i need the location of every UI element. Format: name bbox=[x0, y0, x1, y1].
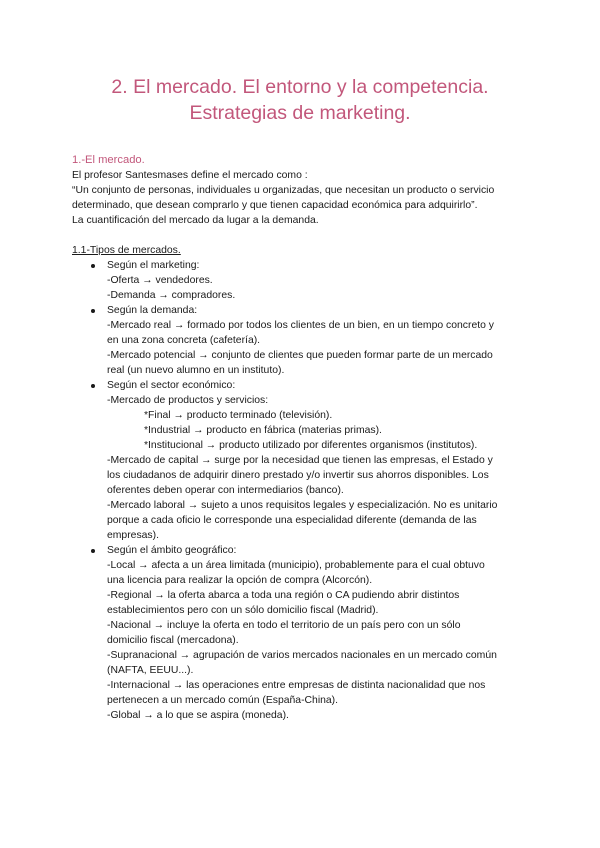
list-line: (NAFTA, EEUU...). bbox=[107, 665, 194, 676]
paragraph-line: determinado, que desean comprarlo y que tienen capacidad económica para adquirirlo”. bbox=[72, 200, 478, 211]
paragraph-line: La cuantificación del mercado da lugar a la demanda. bbox=[72, 215, 319, 226]
list-line: -Nacional → incluye la oferta en todo el territorio de un país pero con un sólo bbox=[107, 620, 461, 631]
list-line: -Demanda → compradores. bbox=[107, 290, 236, 301]
list-line: real (un nuevo alumno en un instituto). bbox=[107, 365, 285, 376]
list-line: los ciudadanos de adquirir dinero prestado y/o invertir sus ahorros disponibles. Los bbox=[107, 470, 489, 481]
list-line: pertenecen a un mercado común (España-China). bbox=[107, 695, 339, 706]
list-line: establecimientos pero con un sólo domicilio fiscal (Madrid). bbox=[107, 605, 379, 616]
list-line: -Mercado de capital → surge por la necesidad que tienen las empresas, el Estado y bbox=[107, 455, 493, 466]
sub-list-line: *Final → producto terminado (televisión). bbox=[144, 410, 333, 421]
sub-list-line: *Industrial → producto en fábrica (materias primas). bbox=[144, 425, 382, 436]
list-line: en una zona concreta (cafetería). bbox=[107, 335, 261, 346]
title-line: Estrategias de marketing. bbox=[189, 102, 411, 124]
list-line: -Mercado laboral → sujeto a unos requisitos legales y especialización. No es unitario bbox=[107, 500, 498, 511]
list-line: empresas). bbox=[107, 530, 159, 541]
list-line: -Internacional → las operaciones entre empresas de distinta nacionalidad que nos bbox=[107, 680, 486, 691]
bullet-item: Según el sector económico: bbox=[72, 378, 542, 393]
page-title bbox=[40, 74, 560, 126]
list-line: -Mercado potencial → conjunto de clientes que pueden formar parte de un mercado bbox=[107, 350, 493, 361]
bullet-item: Según la demanda: bbox=[72, 303, 542, 318]
list-line: porque a cada oficio le corresponde una especialidad diferente (demanda de las bbox=[107, 515, 477, 526]
title-line: 2. El mercado. El entorno y la competencia. bbox=[111, 76, 489, 98]
sub-list-line: *Institucional → producto utilizado por diferentes organismos (institutos). bbox=[144, 440, 478, 451]
document-body bbox=[72, 153, 542, 723]
bullet-item: Según el ámbito geográfico: bbox=[72, 543, 542, 558]
list-line: -Mercado de productos y servicios: bbox=[107, 395, 269, 406]
list-line: -Supranacional → agrupación de varios mercados nacionales en un mercado común bbox=[107, 650, 497, 661]
subsection-heading-tipos: 1.1-Tipos de mercados. bbox=[72, 245, 181, 256]
list-line: -Regional → la oferta abarca a toda una región o CA pudiendo abrir distintos bbox=[107, 590, 460, 601]
paragraph-line: El profesor Santesmases define el mercado como : bbox=[72, 170, 308, 181]
bullet-list bbox=[72, 258, 542, 723]
section-heading-mercado: 1.-El mercado. bbox=[72, 154, 145, 166]
list-line: domicilio fiscal (mercadona). bbox=[107, 635, 239, 646]
list-line: oferentes deben operar con intermediarios (banco). bbox=[107, 485, 344, 496]
list-line: -Local → afecta a un área limitada (municipio), probablemente para el cual obtuvo bbox=[107, 560, 485, 571]
spacer bbox=[72, 228, 542, 243]
paragraph-line: “Un conjunto de personas, individuales u organizadas, que necesitan un producto o servicio bbox=[72, 185, 495, 196]
list-line: una licencia para realizar la opción de compra (Alcorcón). bbox=[107, 575, 373, 586]
list-line: -Oferta → vendedores. bbox=[107, 275, 213, 286]
list-line: -Mercado real → formado por todos los clientes de un bien, en un tiempo concreto y bbox=[107, 320, 494, 331]
list-line: -Global → a lo que se aspira (moneda). bbox=[107, 710, 289, 721]
bullet-item: Según el marketing: bbox=[72, 258, 542, 273]
